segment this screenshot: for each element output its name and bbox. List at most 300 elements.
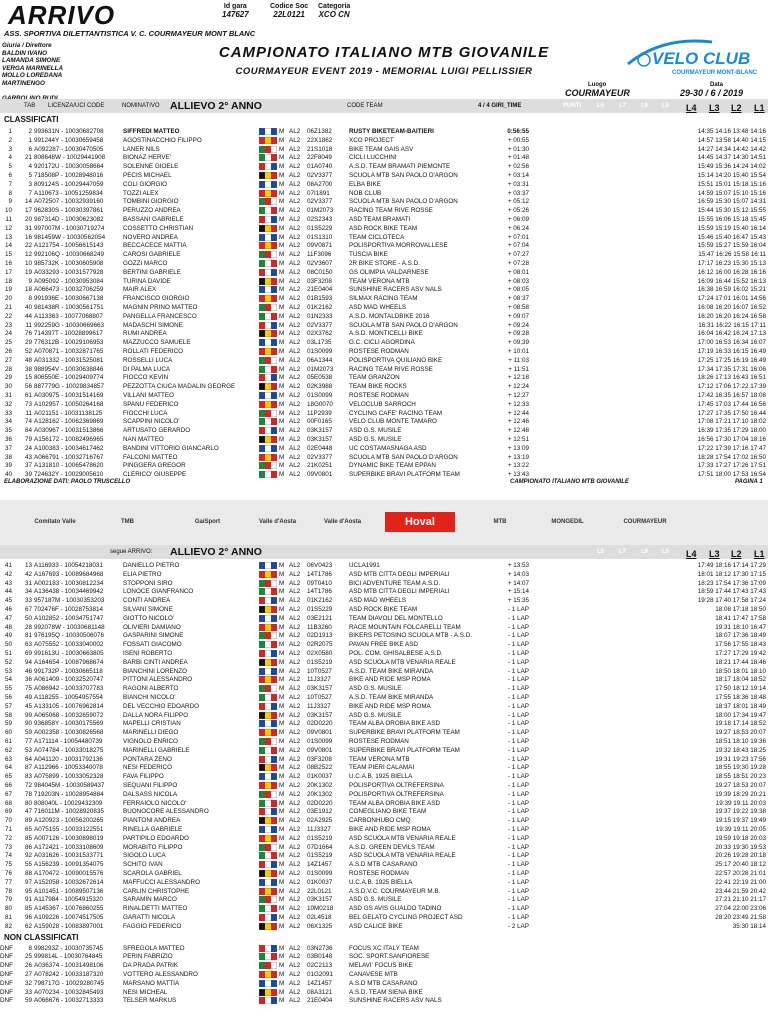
position-cell: 81 (4, 914, 12, 921)
team-cell: TEAM DIAVOLI DEL MONTELLO (349, 614, 443, 622)
name-cell: SPANU FEDERICO (123, 400, 179, 408)
time-cell: + 15:14 (507, 588, 529, 596)
position-cell: 44 (4, 588, 12, 596)
team-cell: UC COSTAMASNAGA ASD (349, 444, 427, 452)
footer-credits: ELABORAZIONE DATI: PAOLO TRUSCELLO (4, 479, 131, 485)
team-code-cell: 08B2522 (307, 764, 333, 772)
lap-times-cell: 17:51 18:00 17:53 16:54 (697, 471, 766, 479)
position-cell: 74 (4, 852, 12, 860)
flag-icon (259, 348, 277, 355)
sex-cell: M (279, 365, 285, 373)
time-cell: + 09:39 (507, 339, 529, 347)
time-cell: - 1 LAP (508, 852, 529, 860)
position-cell: 37 (4, 444, 12, 452)
name-cell: FIOCCO KEVIN (123, 374, 169, 382)
time-cell: + 12:33 (507, 400, 529, 408)
lap-times-cell: 15:44 15:30 15:12 15:55 (697, 207, 766, 215)
sex-cell: M (279, 136, 285, 144)
flag-icon (259, 852, 277, 859)
license-cell: A156239 - 10091354075 (34, 861, 104, 869)
flag-icon (259, 997, 277, 1004)
license-cell: A110673 - 10051259834 (34, 189, 103, 197)
time-cell: - 1 LAP (508, 773, 529, 781)
lap-times-cell: 16:09 16:44 15:52 16:13 (697, 277, 766, 285)
name-cell: BUONOCORE ALESSANDRO (123, 808, 209, 816)
name-cell: MADASCHI SIMONE (123, 321, 183, 329)
category-cell: AL2 (289, 614, 301, 622)
table-row (0, 470, 768, 479)
lap-times-cell: 19:59 19:18 20:03 (715, 834, 766, 842)
license-cell: A164654 - 10087968674 (34, 658, 104, 666)
team-code-cell: 03K3157 (307, 896, 333, 904)
sex-cell: M (279, 852, 285, 860)
bib-cell: 4 (28, 163, 32, 171)
team-cell: ASD G.S. MUSILE (349, 711, 402, 719)
category-cell: AL2 (289, 154, 301, 162)
team-cell: ASD G.S. MUSILE (349, 427, 402, 435)
table-row (0, 180, 768, 189)
bib-cell: 33 (24, 988, 32, 996)
lap-times-cell: 18:51 18:10 19:36 (715, 738, 766, 745)
table-row (0, 887, 768, 896)
flag-icon (259, 905, 277, 912)
license-cell: A031332 - 10031525081 (34, 356, 104, 364)
table-row (0, 356, 768, 365)
time-cell: - 1 LAP (508, 623, 529, 631)
results-page-2 (0, 545, 768, 1024)
category-cell: AL2 (289, 953, 301, 961)
license-cell: A101451 - 10089507136 (34, 887, 104, 895)
category-cell: AL2 (289, 339, 301, 347)
team-code-cell: 01S0099 (307, 870, 333, 877)
lap-times-cell: 27:21 21:10 21:17 (715, 896, 766, 904)
time-cell: + 07:27 (507, 251, 529, 259)
flag-icon (259, 462, 277, 469)
category-cell: AL2 (289, 418, 301, 426)
sex-cell: M (279, 685, 285, 693)
table-row (0, 400, 768, 409)
category-cell: AL2 (289, 286, 301, 294)
category-cell: AL2 (289, 260, 301, 267)
category-cell: AL2 (289, 971, 301, 978)
bib-cell: 8 (28, 944, 32, 952)
sex-cell: M (279, 658, 285, 666)
sex-cell: M (279, 971, 285, 978)
position-cell: 48 (4, 623, 12, 631)
sex-cell: M (279, 189, 285, 197)
table-row (0, 746, 768, 755)
table-row (0, 970, 768, 979)
bib-cell: 20 (24, 216, 32, 223)
position-cell: 63 (4, 755, 12, 763)
lap-times-cell: 20:33 19:30 19:53 (715, 843, 766, 851)
table-row (0, 417, 768, 426)
team-code-cell: 01M2073 (307, 365, 334, 373)
table-row (0, 561, 768, 570)
bib-cell: 81 (24, 632, 32, 640)
flag-icon (259, 923, 277, 930)
name-cell: MARINELLI DIEGO (123, 729, 179, 737)
table-row (0, 790, 768, 799)
sex-cell: M (279, 764, 285, 772)
time-cell: + 06:24 (507, 224, 529, 232)
flag-icon (259, 172, 277, 179)
position-cell: 6 (8, 172, 12, 179)
team-cell: BIKE AND RIDE MSP ROMA (349, 826, 431, 833)
category-cell: AL2 (289, 462, 301, 470)
time-cell: + 01:48 (507, 154, 529, 162)
name-cell: MORABITO FILIPPO (123, 843, 183, 851)
name-cell: STOPPONI SIRO (123, 579, 173, 587)
license-cell: A075552 - 10033040002 (34, 641, 104, 649)
sex-cell: M (279, 953, 285, 961)
position-cell: 22 (4, 312, 12, 320)
name-cell: SCAPPINI NICOLO' (123, 418, 180, 426)
time-cell: + 09:24 (507, 321, 529, 329)
name-cell: COSSETTO CHRISTIAN (123, 224, 194, 232)
bib-cell: 86 (24, 843, 32, 851)
team-code-cell: 03E1912 (307, 808, 333, 816)
flag-icon (259, 738, 277, 745)
name-cell: BIANCHINI LORENZO (123, 667, 188, 675)
license-cell: A095092 - 10030953084 (34, 277, 104, 285)
position-cell: 18 (4, 277, 12, 285)
sponsor-logo: GaiSport (194, 519, 221, 525)
jury-line: VERGA MARINELLA (2, 64, 63, 72)
team-code-cell: 02L4518 (307, 914, 332, 921)
position-cell: 29 (4, 374, 12, 382)
name-cell: FIOCCHI LUCA (123, 409, 168, 417)
license-cell: 808040L - 10029432309 (34, 799, 103, 807)
table-row (0, 952, 768, 961)
name-cell: ELIA PIETRO (123, 570, 162, 578)
name-cell: CONTI ANDREA (123, 597, 171, 605)
sex-cell: M (279, 738, 285, 745)
license-cell: A002358 - 10030826568 (34, 729, 104, 737)
table-row (0, 737, 768, 746)
lap-times-cell: 18:50 18:01 18:10 (715, 667, 766, 675)
table-row (0, 834, 768, 843)
team-code-cell: 02K3988 (307, 383, 333, 391)
flag-icon (259, 207, 277, 214)
team-cell: ASD GS AVIS GUALDO TADINO (349, 905, 442, 913)
sex-cell: M (279, 356, 285, 364)
license-cell: A066473 - 10032706259 (34, 286, 104, 294)
team-code-cell: 08A2700 (307, 180, 333, 188)
bib-cell: 62 (24, 922, 32, 930)
lap-times-cell: 19:39 18:29 20:21 (715, 790, 766, 798)
position-cell: 55 (4, 685, 12, 693)
lap-times-cell: 17:27 17:29 19:42 (715, 650, 766, 657)
license-cell: A136438 - 10034469942 (34, 588, 104, 596)
sex-cell: M (279, 623, 285, 631)
lap-times-cell: 16:38 16:59 16:02 15:21 (697, 286, 766, 294)
license-cell: 716011M - 10028920835 (34, 808, 104, 816)
name-cell: PERIN FABRIZIO (123, 953, 173, 961)
position-cell: 14 (4, 242, 12, 250)
position-cell: 36 (4, 436, 12, 443)
sex-cell: M (279, 720, 285, 728)
lap-times-cell: 17:34 17:35 17:31 16:06 (697, 365, 766, 373)
team-code-cell: 03K3157 (307, 436, 333, 443)
category-cell: AL2 (289, 702, 301, 710)
sex-cell: M (279, 861, 285, 869)
lap-times-cell: 18:17 18:04 18:52 (715, 676, 766, 684)
flag-icon (259, 694, 277, 701)
sponsor-logo: Valle d'Aosta (258, 519, 297, 525)
team-cell: BIKE AND RIDE MSP ROMA (349, 702, 431, 710)
sex-cell: M (279, 570, 285, 578)
sponsor-logo: MONGEDIL (551, 519, 584, 525)
lap-times-cell: 23:44 21:59 20:42 (715, 887, 766, 895)
flag-icon (259, 668, 277, 675)
team-cell: SILMAX RACING TEAM (349, 295, 418, 303)
license-cell: 992106Q - 10030668249 (34, 251, 105, 259)
footer-event: CAMPIONATO ITALIANO MTB GIOVANILE (510, 479, 629, 485)
sex-cell: M (279, 962, 285, 970)
category-cell: AL2 (289, 392, 301, 399)
time-cell: + 05:26 (507, 207, 529, 215)
team-cell: G.C. CICLI AGORDINA (349, 339, 415, 347)
team-code-cell: 22X1862 (307, 136, 333, 144)
table-row (0, 658, 768, 667)
category-cell: AL2 (289, 216, 301, 223)
category-cell: AL2 (289, 676, 301, 684)
team-cell: ASD MTB CITTA DEGLI IMPERIALI (349, 588, 450, 596)
lap-times-cell: 18:00 17:34 19:47 (715, 711, 766, 719)
table-row (0, 614, 768, 623)
time-cell: - 1 LAP (508, 606, 529, 613)
bib-cell: 29 (24, 339, 32, 347)
team-code-cell: 10M0218 (307, 905, 334, 913)
meta-soc: Codice Soc 22L0121 (270, 3, 309, 19)
position-cell: 25 (4, 339, 12, 347)
category-cell: AL2 (289, 843, 301, 851)
license-cell: A075155 - 10033122551 (34, 826, 104, 833)
sex-cell: M (279, 606, 285, 613)
sex-cell: M (279, 163, 285, 171)
team-code-cell: 21K0251 (307, 462, 333, 470)
team-code-cell: 03E2121 (307, 614, 333, 622)
meta-cat: Categoria XCO CN (318, 3, 351, 19)
lap-times-cell: 19:37 19:22 19:38 (715, 808, 766, 816)
position-cell: 76 (4, 870, 12, 877)
flag-icon (259, 632, 277, 639)
team-code-cell: 20K1302 (307, 782, 333, 789)
position-cell: 54 (4, 676, 12, 684)
team-cell: A.S.D. MONTICELLI BIKE (349, 330, 423, 338)
category-cell: AL2 (289, 233, 301, 241)
team-cell: SUNSHINE RACERS ASV NALS (349, 286, 442, 294)
lap-times-cell: 15:14 14:20 15:40 15:54 (697, 172, 766, 179)
team-cell: NOB CLUB (349, 189, 382, 197)
license-cell: A118255 - 10054957554 (34, 694, 103, 701)
lap-times-cell: 16:59 15:30 15:07 14:31 (697, 198, 766, 206)
lap-times-cell: 20:26 19:28 20:18 (715, 852, 766, 860)
time-cell: + 06:09 (507, 216, 529, 223)
sex-cell: M (279, 773, 285, 781)
team-code-cell: 10T0527 (307, 694, 332, 701)
table-row (0, 250, 768, 259)
position-cell: 49 (4, 632, 12, 640)
license-cell: A061409 - 10032520747 (34, 676, 104, 684)
team-code-cell: 01S0099 (307, 348, 333, 355)
team-cell: ASD SCUOLA MTB VENARIA REALE (349, 658, 456, 666)
team-cell: TEAM ALBA OROBIA BIKE ASD (349, 720, 440, 728)
category-cell: AL2 (289, 623, 301, 631)
table-row (0, 215, 768, 224)
team-cell: ROSTESE RODMAN (349, 392, 409, 399)
name-cell: BECCACECE MATTIA (123, 242, 187, 250)
table-row (0, 285, 768, 294)
license-cell: A078242 - 10033187320 (34, 971, 104, 978)
flag-icon (259, 659, 277, 666)
time-cell: - 1 LAP (508, 861, 529, 869)
bib-cell: 14 (24, 198, 32, 206)
flag-icon (259, 844, 277, 851)
team-cell: POLISPORTIVA OLTREFERSINA (349, 790, 444, 798)
name-cell: SCHITO IVAN (123, 861, 163, 869)
sex-cell: M (279, 154, 285, 162)
team-code-cell: 01K0037 (307, 773, 333, 781)
category-cell: AL2 (289, 887, 301, 895)
position-cell: 12 (4, 224, 12, 232)
flag-icon (259, 962, 277, 969)
table-header-2: segue ARRIVO: ALLIEVO 2° ANNO L5 L7 L6 L5 L4 L3 L2 L1 (0, 545, 768, 559)
position-cell: 19 (4, 286, 12, 294)
category-cell: AL2 (289, 870, 301, 877)
table-row (0, 426, 768, 435)
lap-times-cell: 14:57 13:58 14:40 14:15 (697, 136, 766, 144)
license-cell: 991936E - 10030667138 (34, 295, 104, 303)
flag-icon (259, 198, 277, 205)
team-code-cell: 02V3377 (307, 321, 333, 329)
bib-cell: 75 (24, 685, 32, 693)
sex-cell: M (279, 427, 285, 435)
time-cell: - 1 LAP (508, 870, 529, 877)
position-cell: 8 (8, 189, 12, 197)
sex-cell: M (279, 260, 285, 267)
category-cell: AL2 (289, 356, 301, 364)
bib-cell: 44 (24, 312, 32, 320)
time-cell: + 12:44 (507, 409, 529, 417)
team-cell: POLISPORTIVA MORROVALLESE (349, 242, 448, 250)
bib-cell: 55 (24, 861, 32, 869)
bib-cell: 90 (24, 720, 32, 728)
team-cell: TEAM PIERI CALAMAI (349, 764, 415, 772)
category-cell: AL2 (289, 667, 301, 675)
table-row (0, 667, 768, 676)
time-cell: + 00:55 (507, 136, 529, 144)
team-code-cell: 02V3607 (307, 260, 333, 267)
flag-icon (259, 181, 277, 188)
sex-cell: M (279, 843, 285, 851)
team-code-cell: 01M2073 (307, 207, 334, 215)
name-cell: TURINA DAVIDE (123, 277, 171, 285)
flag-icon (259, 392, 277, 399)
time-cell: - 1 LAP (508, 658, 529, 666)
sex-cell: M (279, 650, 285, 657)
sex-cell: M (279, 436, 285, 443)
team-cell: A.S.D. TEAM SIENA BIKE (349, 988, 423, 996)
lap-times-cell: 19:31 18:10 16:47 (715, 623, 766, 631)
table-row (0, 435, 768, 444)
team-code-cell: 01S5219 (307, 658, 333, 666)
license-cell: A117984 - 10054915320 (34, 896, 103, 904)
position-cell: 70 (4, 817, 12, 825)
sex-cell: M (279, 834, 285, 842)
team-code-cell: 09V0801 (307, 729, 333, 737)
sex-cell: M (279, 383, 285, 391)
sex-cell: M (279, 180, 285, 188)
table-row (0, 189, 768, 198)
license-cell: 984045M - 10030589437 (34, 782, 105, 789)
category-cell: AL2 (289, 720, 301, 728)
team-cell: GS OLIMPIA VALDARNESE (349, 268, 429, 276)
time-cell: - 1 LAP (508, 799, 529, 807)
bib-cell: 64 (24, 755, 32, 763)
license-cell: A031626 - 10031533771 (34, 852, 104, 860)
name-cell: FOSSATI GIACOMO (123, 641, 182, 649)
license-cell: 724632Y - 10029005610 (34, 471, 104, 479)
license-cell: A074784 - 10033018275 (34, 746, 104, 754)
team-code-cell: 06Z1382 (307, 128, 332, 135)
bib-cell: 11 (25, 409, 32, 417)
category-cell: AL2 (289, 746, 301, 754)
flag-icon (259, 808, 277, 815)
license-cell: 957187M - 10030353203 (34, 597, 105, 605)
section-not-classified: NON CLASSIFICATI (4, 932, 79, 942)
lap-times-cell: 17:00 16:53 16:34 16:07 (697, 339, 766, 347)
team-code-cell: 03K3157 (307, 427, 333, 435)
table-row (0, 224, 768, 233)
bib-cell: 67 (24, 606, 32, 613)
category-cell: AL2 (289, 436, 301, 443)
position-cell: 47 (4, 614, 12, 622)
name-cell: OLIVIERI DAMIANO (123, 623, 181, 631)
name-cell: VOTTERO ALESSANDRO (123, 971, 198, 978)
team-code-cell: 18G0070 (307, 400, 333, 408)
name-cell: ISENI ROBERTO (123, 650, 173, 657)
lap-times-cell: 18:01 18:12 17:30 17:15 (697, 570, 766, 578)
sex-cell: M (279, 914, 285, 921)
name-cell: BIONAZ HERVE' (123, 154, 171, 162)
bib-cell: 32 (24, 979, 32, 987)
license-cell: A128162 - 10062369869 (34, 418, 104, 426)
team-code-cell: 21E0404 (307, 997, 333, 1005)
team-code-cell: 02A2925 (307, 817, 333, 825)
license-cell: 702476F - 10028753814 (34, 606, 103, 613)
bib-cell: 26 (24, 962, 32, 970)
time-cell: + 07:28 (507, 260, 529, 267)
bib-cell: 79 (24, 436, 32, 443)
team-cell: ASD CALICE BIKE (349, 922, 403, 930)
name-cell: MAFFUCCI ALESSANDRO (123, 878, 200, 886)
position-cell: 26 (4, 348, 12, 355)
license-cell: A041120 - 10031792136 (34, 755, 103, 763)
category-cell: AL2 (289, 163, 301, 171)
sex-cell: M (279, 799, 285, 807)
section-classified: CLASSIFICATI (4, 115, 59, 124)
license-cell: 992259G - 10030669663 (34, 321, 105, 329)
status-cell: DNF (0, 962, 13, 970)
table-row (0, 391, 768, 400)
lap-times-cell: 18:41 17:47 17:58 (715, 614, 766, 622)
flag-icon (259, 242, 277, 249)
sex-cell: M (279, 826, 285, 833)
lap-times-cell: 16:56 17:30 17:04 18:16 (697, 436, 766, 443)
sponsor-logo: Hoval (385, 512, 455, 532)
